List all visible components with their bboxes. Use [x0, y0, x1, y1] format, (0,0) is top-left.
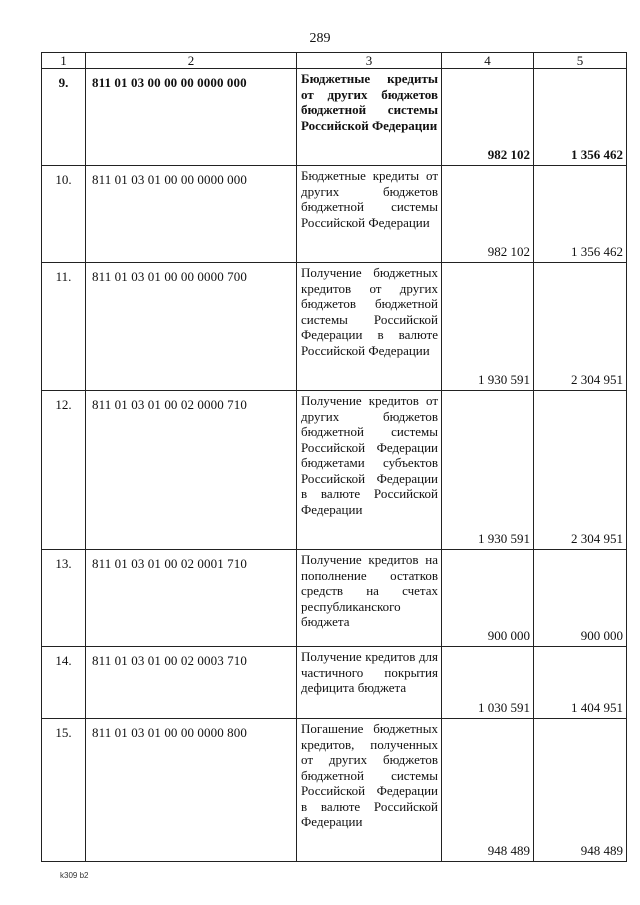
budget-code: 811 01 03 01 00 00 0000 700: [86, 263, 297, 391]
amount-col-4: 900 000: [442, 550, 534, 647]
row-number: 12.: [42, 391, 86, 550]
table-row: [42, 69, 627, 166]
budget-code: 811 01 03 01 00 00 0000 800: [86, 719, 297, 862]
row-number: 15.: [42, 719, 86, 862]
budget-code: 811 01 03 01 00 02 0000 710: [86, 391, 297, 550]
table-row: [42, 550, 627, 647]
table-row: [42, 166, 627, 263]
item-name: Бюджетные кредиты от других бюджетов бюджетной системы Российской Федерации: [297, 166, 442, 263]
footer-code: k309 b2: [60, 871, 89, 880]
amount-col-4: 1 930 591: [442, 391, 534, 550]
header-row: [42, 53, 627, 69]
amount-col-5: 948 489: [534, 719, 627, 862]
row-number: 9.: [42, 69, 86, 166]
amount-col-5: 900 000: [534, 550, 627, 647]
header-col-3: 3: [297, 53, 442, 69]
budget-code: 811 01 03 01 00 02 0003 710: [86, 647, 297, 719]
row-number: 10.: [42, 166, 86, 263]
row-number: 11.: [42, 263, 86, 391]
item-name: Получение кредитов от других бюджетов бюджетной системы Российской Федерации бюджетами субъектов Российской Федерации в валюте Российской Федерации: [297, 391, 442, 550]
amount-col-4: 982 102: [442, 166, 534, 263]
amount-col-5: 1 356 462: [534, 166, 627, 263]
amount-col-4: 948 489: [442, 719, 534, 862]
item-name: Получение кредитов для частичного покрытия дефицита бюджета: [297, 647, 442, 719]
table-row: [42, 391, 627, 550]
amount-col-5: 1 404 951: [534, 647, 627, 719]
item-name: Бюджетные кредиты от других бюджетов бюджетной системы Российской Федерации: [297, 69, 442, 166]
amount-col-5: 2 304 951: [534, 391, 627, 550]
page-number: 289: [309, 31, 331, 46]
budget-code: 811 01 03 00 00 00 0000 000: [86, 69, 297, 166]
budget-code: 811 01 03 01 00 00 0000 000: [86, 166, 297, 263]
header-col-4: 4: [442, 53, 534, 69]
amount-col-5: 1 356 462: [534, 69, 627, 166]
budget-table: [41, 52, 627, 862]
amount-col-4: 1 030 591: [442, 647, 534, 719]
header-col-5: 5: [534, 53, 627, 69]
amount-col-4: 1 930 591: [442, 263, 534, 391]
budget-code: 811 01 03 01 00 02 0001 710: [86, 550, 297, 647]
row-number: 13.: [42, 550, 86, 647]
item-name: Погашение бюджетных кредитов, полученных от других бюджетов бюджетной системы Российской Федерации в валюте Российской Федерации: [297, 719, 442, 862]
item-name: Получение кредитов на пополнение остатков средств на счетах республиканского бюджета: [297, 550, 442, 647]
table-row: [42, 263, 627, 391]
amount-col-5: 2 304 951: [534, 263, 627, 391]
item-name: Получение бюджетных кредитов от других бюджетов бюджетной системы Российской Федерации в валюте Российской Федерации: [297, 263, 442, 391]
table-row: [42, 647, 627, 719]
row-number: 14.: [42, 647, 86, 719]
header-col-1: 1: [42, 53, 86, 69]
header-col-2: 2: [86, 53, 297, 69]
amount-col-4: 982 102: [442, 69, 534, 166]
table-row: [42, 719, 627, 862]
